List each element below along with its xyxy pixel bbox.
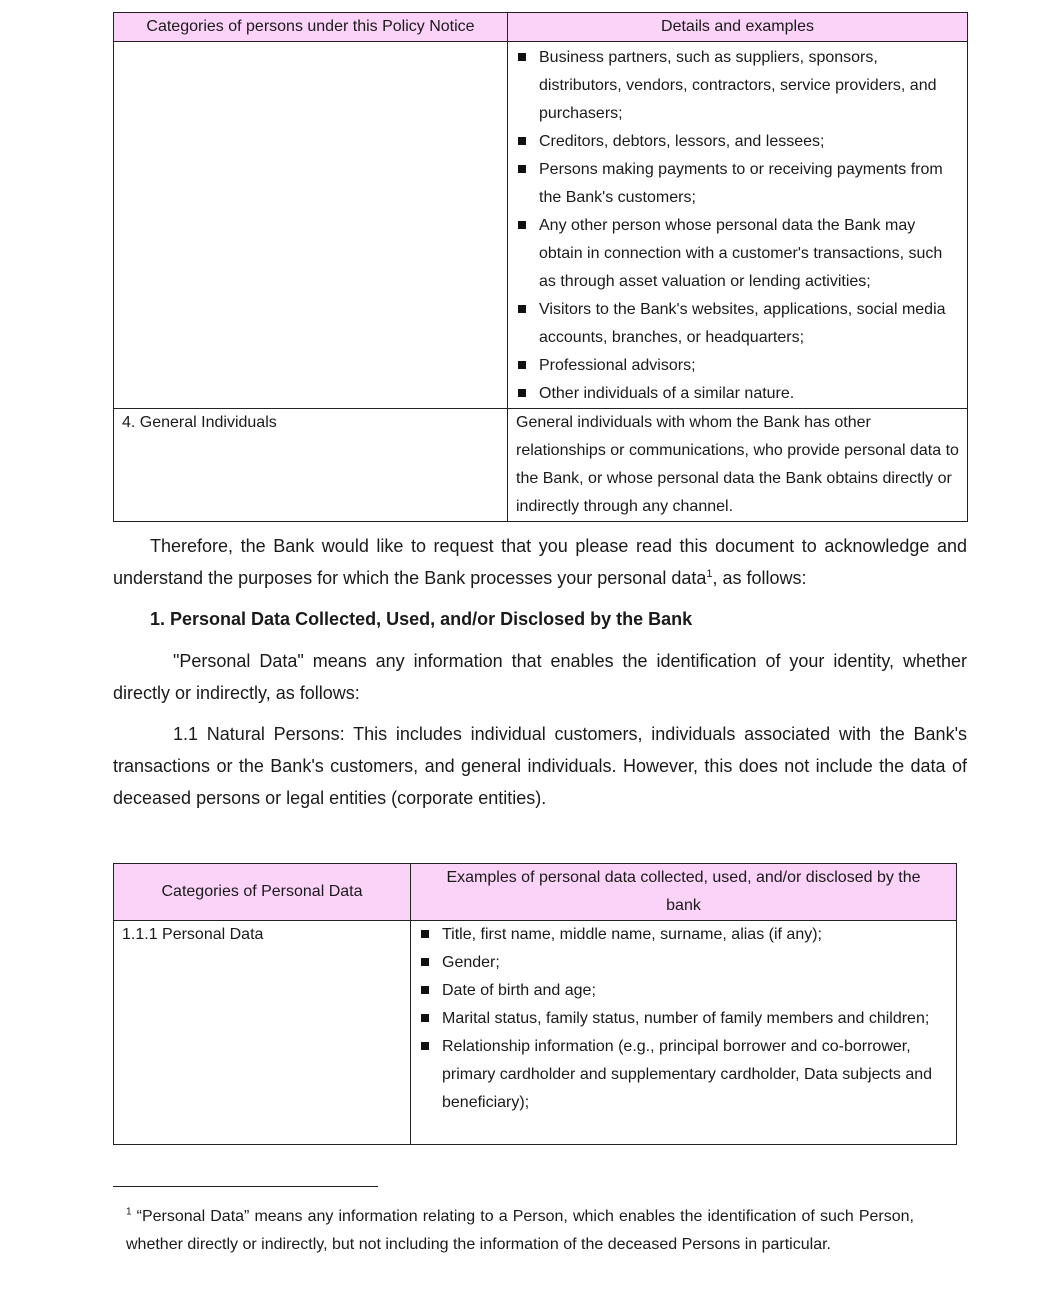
category-label: 4. General Individuals — [122, 414, 277, 431]
column-header-details: Details and examples — [508, 13, 968, 42]
footnote-separator — [113, 1186, 378, 1187]
table-header-row — [114, 864, 957, 921]
column-header-examples: Examples of personal data collected, used, and/or disclosed by the bank — [411, 864, 957, 921]
intro-paragraph — [113, 530, 967, 594]
details-cell — [508, 409, 968, 522]
persons-categories-table — [113, 12, 968, 522]
details-cell — [508, 42, 968, 409]
footnote-reference: 1 — [706, 568, 713, 580]
category-cell-empty — [114, 42, 508, 409]
list-item: Title, first name, middle name, surname, alias (if any); — [411, 921, 944, 949]
table-row — [114, 42, 968, 409]
list-item: Business partners, such as suppliers, sponsors, distributors, vendors, contractors, service providers, and purchasers; — [508, 44, 953, 128]
natural-persons-paragraph: 1.1 Natural Persons: This includes individual customers, individuals associated with the Bank's transactions or the Bank's customers, and general individuals. However, this does not include the data of deceased persons or legal entities (corporate entities). — [113, 724, 967, 808]
list-item: Creditors, debtors, lessors, and lessees; — [508, 128, 953, 156]
intro-tail: , as follows: — [712, 568, 807, 588]
list-item: Professional advisors; — [508, 352, 953, 380]
table-row — [114, 409, 968, 522]
category-label: 1.1.1 Personal Data — [122, 926, 264, 943]
footnote — [126, 1203, 914, 1259]
list-item: Other individuals of a similar nature. — [508, 380, 953, 408]
list-item: Marital status, family status, number of family members and children; — [411, 1005, 944, 1033]
footnote-marker: 1 — [126, 1206, 132, 1218]
list-item: Relationship information (e.g., principal borrower and co-borrower, primary cardholder and supplementary cardholder, Data subjects and beneficiary); — [411, 1033, 944, 1117]
column-header-categories: Categories of Personal Data — [114, 864, 411, 921]
list-item: Any other person whose personal data the Bank may obtain in connection with a customer's transactions, such as through asset valuation or lending activities; — [508, 212, 953, 296]
list-item: Date of birth and age; — [411, 977, 944, 1005]
column-header-categories: Categories of persons under this Policy Notice — [114, 13, 508, 42]
personal-data-table — [113, 863, 957, 1145]
table-header-row — [114, 13, 968, 42]
examples-bullet-list — [411, 921, 944, 1117]
list-item: Visitors to the Bank's websites, applications, social media accounts, branches, or headquarters; — [508, 296, 953, 352]
list-item: Gender; — [411, 949, 944, 977]
examples-cell — [411, 921, 957, 1145]
list-item: Persons making payments to or receiving payments from the Bank's customers; — [508, 156, 953, 212]
table-row — [114, 921, 957, 1145]
footnote-text: “Personal Data” means any information relating to a Person, which enables the identification of such Person, whether directly or indirectly, but not including the information of the deceased Persons in particular. — [126, 1208, 914, 1253]
details-text: General individuals with whom the Bank has other relationships or communications, who provide personal data to the Bank, or whose personal data the Bank obtains directly or indirectly through any channel. — [516, 414, 959, 515]
category-cell — [114, 921, 411, 1145]
details-bullet-list — [508, 44, 953, 408]
definition-paragraph: "Personal Data" means any information that enables the identification of your identity, whether directly or indirectly, as follows: — [113, 651, 967, 703]
intro-text: Therefore, the Bank would like to request that you please read this document to acknowledge and understand the purposes for which the Bank processes your personal data — [113, 536, 967, 588]
section-heading: 1. Personal Data Collected, Used, and/or Disclosed by the Bank — [150, 609, 693, 629]
category-cell — [114, 409, 508, 522]
